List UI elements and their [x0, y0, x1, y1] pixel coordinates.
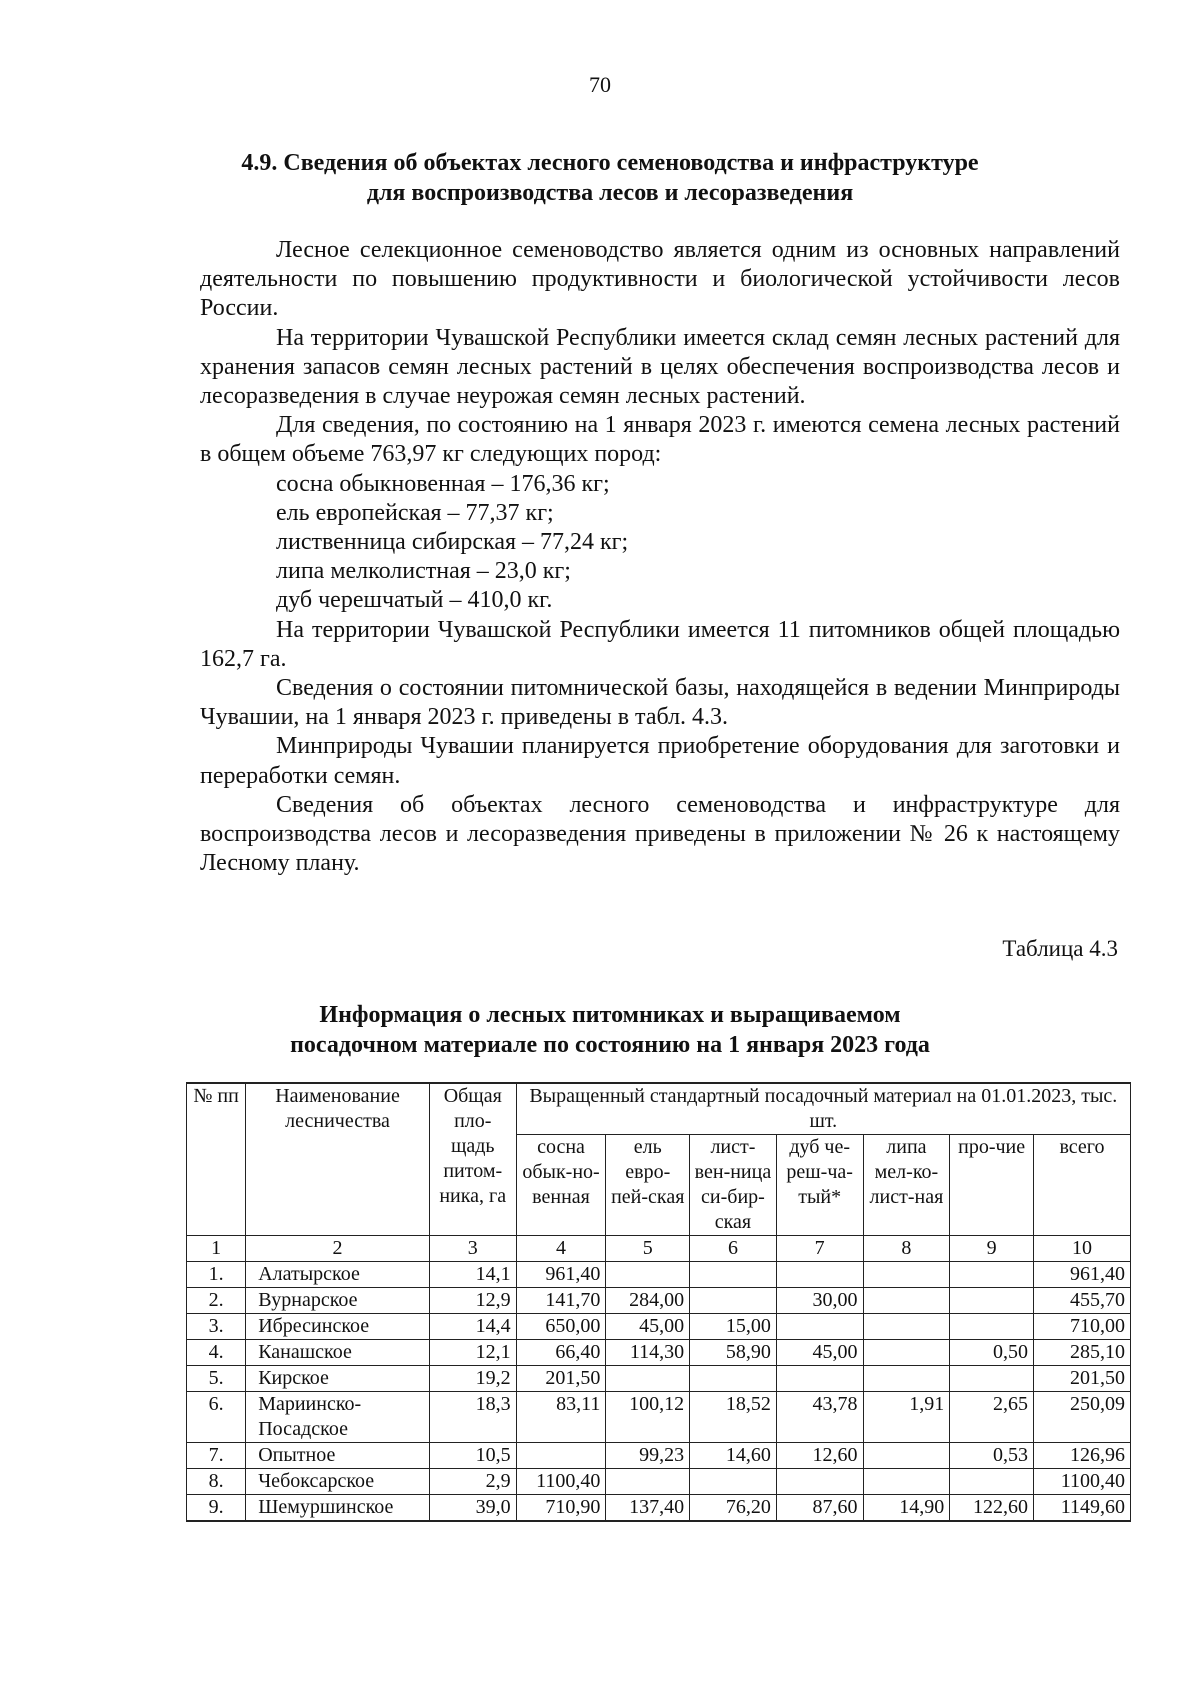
column-number: 4	[516, 1236, 606, 1262]
cell-pine: 650,00	[516, 1314, 606, 1340]
cell-area: 10,5	[429, 1443, 516, 1469]
cell-other: 122,60	[950, 1495, 1034, 1522]
cell-spruce: 99,23	[606, 1443, 690, 1469]
cell-larch: 76,20	[690, 1495, 777, 1522]
header-total: всего	[1033, 1135, 1130, 1236]
cell-total: 710,00	[1033, 1314, 1130, 1340]
page-number: 70	[589, 72, 611, 97]
paragraph: Минприроды Чувашии планируется приобретение оборудования для заготовки и переработки семян.	[200, 733, 1120, 789]
cell-spruce	[606, 1262, 690, 1288]
header-num: № пп	[187, 1083, 246, 1236]
cell-pine: 66,40	[516, 1340, 606, 1366]
header-pine: сосна обык-но-венная	[516, 1135, 606, 1236]
cell-linden: 14,90	[863, 1495, 950, 1522]
cell-larch	[690, 1288, 777, 1314]
paragraph: Сведения об объектах лесного семеноводства и инфраструктуре для воспроизводства лесов и лесоразведения приведены в приложении № 26 к настоящему Лесному плану.	[200, 791, 1120, 877]
table-caption: Таблица 4.3	[1002, 936, 1118, 961]
cell-other	[950, 1288, 1034, 1314]
cell-larch: 58,90	[690, 1340, 777, 1366]
cell-total: 250,09	[1033, 1392, 1130, 1443]
cell-oak	[776, 1469, 863, 1495]
cell-linden	[863, 1340, 950, 1366]
table-title-line-1: Информация о лесных питомниках и выращиваемом	[319, 1002, 901, 1028]
header-larch: лист-вен-ница си-бир-ская	[690, 1135, 777, 1236]
cell-other	[950, 1366, 1034, 1392]
cell-total: 285,10	[1033, 1340, 1130, 1366]
cell-area: 19,2	[429, 1366, 516, 1392]
column-number: 2	[246, 1236, 430, 1262]
paragraph: Для сведения, по состоянию на 1 января 2023 г. имеются семена лесных растений в общем объеме 763,97 кг следующих пород:	[200, 412, 1120, 468]
cell-total: 455,70	[1033, 1288, 1130, 1314]
cell-forestry-name: Канашское	[246, 1340, 430, 1366]
cell-pine	[516, 1443, 606, 1469]
column-numbers-row	[187, 1236, 1131, 1262]
cell-linden	[863, 1288, 950, 1314]
column-number: 7	[776, 1236, 863, 1262]
table-body	[187, 1262, 1131, 1522]
cell-other	[950, 1314, 1034, 1340]
body-text	[200, 236, 1120, 878]
header-other: про-чие	[950, 1135, 1034, 1236]
cell-spruce: 284,00	[606, 1288, 690, 1314]
cell-oak: 45,00	[776, 1340, 863, 1366]
table-row	[187, 1495, 1131, 1522]
column-number: 6	[690, 1236, 777, 1262]
seed-list-item: липа мелколистная – 23,0 кг;	[276, 558, 571, 585]
seed-list-item: лиственница сибирская – 77,24 кг;	[276, 529, 629, 556]
cell-pine: 961,40	[516, 1262, 606, 1288]
cell-other: 0,50	[950, 1340, 1034, 1366]
cell-forestry-name: Кирское	[246, 1366, 430, 1392]
cell-area: 18,3	[429, 1392, 516, 1443]
cell-larch	[690, 1366, 777, 1392]
cell-row-index: 3.	[187, 1314, 246, 1340]
cell-row-index: 1.	[187, 1262, 246, 1288]
cell-larch	[690, 1469, 777, 1495]
cell-forestry-name: Опытное	[246, 1443, 430, 1469]
header-name: Наименование лесничества	[246, 1083, 430, 1236]
column-number: 9	[950, 1236, 1034, 1262]
cell-spruce: 45,00	[606, 1314, 690, 1340]
cell-area: 12,9	[429, 1288, 516, 1314]
header-oak: дуб че-реш-ча-тый*	[776, 1135, 863, 1236]
cell-area: 12,1	[429, 1340, 516, 1366]
header-spruce: ель евро-пей-ская	[606, 1135, 690, 1236]
seed-list-item: ель европейская – 77,37 кг;	[276, 499, 554, 526]
column-number: 1	[187, 1236, 246, 1262]
table-row	[187, 1262, 1131, 1288]
column-number: 8	[863, 1236, 950, 1262]
paragraph: На территории Чувашской Республики имеется склад семян лесных растений для хранения запасов семян лесных растений в целях обеспечения воспроизводства лесов и лесоразведения в случае неурожая семян лесных растений.	[200, 324, 1120, 410]
cell-row-index: 2.	[187, 1288, 246, 1314]
table-row	[187, 1469, 1131, 1495]
cell-row-index: 4.	[187, 1340, 246, 1366]
section-title-line-2: для воспроизводства лесов и лесоразведения	[366, 180, 854, 206]
table-title	[190, 1000, 1030, 1060]
paragraph: На территории Чувашской Республики имеется 11 питомников общей площадью 162,7 га.	[200, 616, 1120, 672]
cell-oak: 30,00	[776, 1288, 863, 1314]
cell-forestry-name: Чебоксарское	[246, 1469, 430, 1495]
column-number: 5	[606, 1236, 690, 1262]
table-row	[187, 1392, 1131, 1443]
cell-linden	[863, 1366, 950, 1392]
cell-other	[950, 1262, 1034, 1288]
cell-other: 0,53	[950, 1443, 1034, 1469]
cell-row-index: 8.	[187, 1469, 246, 1495]
cell-forestry-name: Вурнарское	[246, 1288, 430, 1314]
cell-spruce: 100,12	[606, 1392, 690, 1443]
cell-oak: 43,78	[776, 1392, 863, 1443]
seed-list-item: сосна обыкновенная – 176,36 кг;	[276, 470, 610, 497]
cell-pine: 710,90	[516, 1495, 606, 1522]
table-row	[187, 1340, 1131, 1366]
cell-total: 201,50	[1033, 1366, 1130, 1392]
table-row	[187, 1366, 1131, 1392]
seed-list-item: дуб черешчатый – 410,0 кг.	[276, 587, 553, 614]
column-number: 3	[429, 1236, 516, 1262]
cell-linden: 1,91	[863, 1392, 950, 1443]
cell-forestry-name: Мариинско-Посадское	[246, 1392, 430, 1443]
column-number: 10	[1033, 1236, 1130, 1262]
cell-linden	[863, 1314, 950, 1340]
paragraph: Лесное селекционное семеноводство является одним из основных направлений деятельности по повышению продуктивности и биологической устойчивости лесов России.	[200, 237, 1120, 322]
cell-total: 1149,60	[1033, 1495, 1130, 1522]
cell-spruce: 114,30	[606, 1340, 690, 1366]
cell-larch: 18,52	[690, 1392, 777, 1443]
cell-spruce	[606, 1469, 690, 1495]
cell-larch	[690, 1262, 777, 1288]
cell-pine: 1100,40	[516, 1469, 606, 1495]
cell-other	[950, 1469, 1034, 1495]
cell-oak	[776, 1262, 863, 1288]
cell-other: 2,65	[950, 1392, 1034, 1443]
cell-pine: 83,11	[516, 1392, 606, 1443]
cell-oak: 12,60	[776, 1443, 863, 1469]
cell-linden	[863, 1469, 950, 1495]
header-row	[187, 1083, 1131, 1135]
table-title-line-2: посадочном материале по состоянию на 1 января 2023 года	[290, 1032, 930, 1058]
cell-total: 126,96	[1033, 1443, 1130, 1469]
cell-total: 961,40	[1033, 1262, 1130, 1288]
cell-forestry-name: Алатырское	[246, 1262, 430, 1288]
cell-row-index: 7.	[187, 1443, 246, 1469]
header-area: Общая пло-щадь питом-ника, га	[429, 1083, 516, 1236]
cell-oak	[776, 1314, 863, 1340]
cell-spruce: 137,40	[606, 1495, 690, 1522]
table-row	[187, 1443, 1131, 1469]
header-linden: липа мел-ко-лист-ная	[863, 1135, 950, 1236]
cell-row-index: 6.	[187, 1392, 246, 1443]
section-title-line-1: 4.9. Сведения об объектах лесного семеноводства и инфраструктуре	[241, 150, 979, 176]
cell-area: 39,0	[429, 1495, 516, 1522]
paragraph: Сведения о состоянии питомнической базы, находящейся в ведении Минприроды Чувашии, на 1 января 2023 г. приведены в табл. 4.3.	[200, 675, 1120, 731]
cell-forestry-name: Шемуршинское	[246, 1495, 430, 1522]
cell-pine: 141,70	[516, 1288, 606, 1314]
cell-area: 14,1	[429, 1262, 516, 1288]
cell-larch: 14,60	[690, 1443, 777, 1469]
cell-linden	[863, 1443, 950, 1469]
header-group: Выращенный стандартный посадочный материал на 01.01.2023, тыс. шт.	[516, 1083, 1130, 1135]
nursery-table	[186, 1082, 1131, 1522]
cell-row-index: 9.	[187, 1495, 246, 1522]
cell-oak: 87,60	[776, 1495, 863, 1522]
cell-oak	[776, 1366, 863, 1392]
cell-pine: 201,50	[516, 1366, 606, 1392]
cell-total: 1100,40	[1033, 1469, 1130, 1495]
table-row	[187, 1288, 1131, 1314]
cell-area: 2,9	[429, 1469, 516, 1495]
cell-linden	[863, 1262, 950, 1288]
cell-row-index: 5.	[187, 1366, 246, 1392]
cell-forestry-name: Ибресинское	[246, 1314, 430, 1340]
cell-area: 14,4	[429, 1314, 516, 1340]
cell-spruce	[606, 1366, 690, 1392]
cell-larch: 15,00	[690, 1314, 777, 1340]
table-row	[187, 1314, 1131, 1340]
section-title	[190, 148, 1030, 208]
